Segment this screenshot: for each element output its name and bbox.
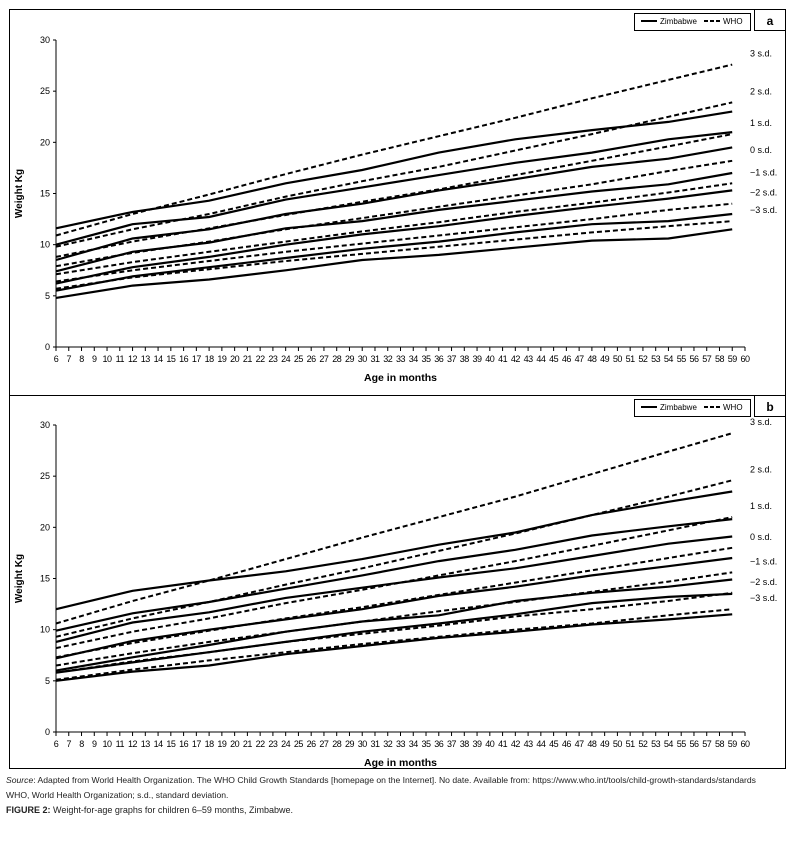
sd-label: 1 s.d.: [750, 118, 773, 129]
who-line: [56, 480, 732, 637]
x-tick-label: 25: [293, 739, 303, 749]
figure-caption: [6, 805, 791, 816]
x-tick-label: 59: [727, 739, 737, 749]
source-label: Source: [6, 775, 34, 785]
x-tick-label: 54: [663, 739, 673, 749]
x-tick-label: 48: [587, 739, 597, 749]
x-tick-label: 38: [459, 739, 469, 749]
x-tick-label: 8: [79, 739, 84, 749]
x-tick-label: 7: [66, 354, 72, 364]
x-tick-label: 56: [689, 739, 699, 749]
panel-frame: [10, 10, 786, 396]
x-tick-label: 11: [115, 354, 124, 364]
x-tick-label: 43: [523, 739, 533, 749]
x-tick-label: 48: [587, 354, 597, 364]
x-tick-label: 21: [242, 354, 252, 364]
x-tick-label: 49: [600, 739, 610, 749]
panel-letter: b: [766, 400, 774, 414]
x-tick-label: 22: [255, 354, 265, 364]
x-tick-label: 57: [702, 739, 712, 749]
x-tick-label: 30: [357, 354, 367, 364]
sd-label: 3 s.d.: [750, 48, 773, 59]
x-tick-label: 54: [663, 354, 673, 364]
x-tick-label: 15: [166, 354, 176, 364]
x-tick-label: 18: [204, 354, 214, 364]
sd-label: −3 s.d.: [750, 205, 778, 216]
x-tick-label: 31: [370, 739, 380, 749]
sd-label: −2 s.d.: [750, 187, 778, 198]
source-note: [6, 775, 791, 786]
x-tick-label: 38: [459, 354, 469, 364]
y-tick-label: 20: [39, 137, 50, 148]
x-tick-label: 9: [92, 739, 97, 749]
x-tick-label: 20: [230, 739, 240, 749]
x-tick-label: 40: [485, 354, 495, 364]
zimbabwe-line: [56, 214, 732, 291]
x-tick-label: 28: [332, 354, 342, 364]
x-tick-label: 34: [408, 354, 418, 364]
y-tick-label: 0: [44, 727, 50, 737]
x-tick-label: 6: [53, 354, 59, 364]
x-tick-label: 31: [370, 354, 380, 364]
x-tick-label: 13: [140, 739, 150, 749]
x-tick-label: 45: [549, 354, 559, 364]
x-tick-label: 24: [281, 739, 291, 749]
x-tick-label: 16: [179, 354, 189, 364]
zimbabwe-line: [56, 112, 732, 229]
x-tick-label: 39: [472, 739, 482, 749]
y-tick-label: 5: [44, 290, 50, 301]
x-tick-label: 36: [434, 739, 444, 749]
sd-label: 3 s.d.: [750, 417, 773, 428]
who-line: [56, 65, 732, 236]
legend-label: Zimbabwe: [660, 403, 697, 412]
x-tick-label: 33: [395, 354, 406, 364]
y-tick-label: 15: [39, 188, 50, 199]
y-tick-label: 5: [44, 675, 50, 686]
sd-label: 0 s.d.: [750, 144, 773, 155]
x-tick-label: 12: [128, 739, 138, 749]
sd-label: 1 s.d.: [750, 501, 773, 512]
sd-label: −2 s.d.: [750, 576, 778, 587]
chart-panel-b: [10, 396, 786, 770]
x-tick-label: 47: [574, 354, 584, 364]
x-tick-label: 26: [306, 354, 316, 364]
x-tick-label: 41: [498, 739, 508, 749]
x-tick-label: 53: [651, 354, 661, 364]
x-tick-label: 50: [612, 354, 622, 364]
x-tick-label: 44: [536, 739, 546, 749]
figure-caption-text: Weight-for-age graphs for children 6–59 months, Zimbabwe.: [50, 805, 293, 815]
x-tick-label: 60: [740, 354, 750, 364]
x-tick-label: 12: [128, 354, 138, 364]
x-tick-label: 57: [702, 354, 712, 364]
x-tick-label: 14: [153, 739, 163, 749]
x-tick-label: 41: [498, 354, 508, 364]
y-tick-label: 10: [39, 624, 50, 635]
y-tick-label: 25: [39, 471, 50, 482]
x-tick-label: 22: [255, 739, 265, 749]
figure-caption-block: [6, 775, 791, 820]
x-tick-label: 55: [676, 739, 686, 749]
legend-label: Zimbabwe: [660, 17, 697, 26]
chart-panel-a: [10, 10, 786, 396]
x-tick-label: 37: [447, 354, 457, 364]
x-tick-label: 9: [92, 354, 97, 364]
legend-label: WHO: [723, 403, 743, 412]
x-tick-label: 35: [421, 739, 431, 749]
zimbabwe-line: [56, 580, 732, 671]
sd-label: 2 s.d.: [750, 464, 773, 475]
x-axis-label: Age in months: [364, 757, 437, 769]
x-tick-label: 55: [676, 354, 686, 364]
x-tick-label: 52: [638, 739, 648, 749]
x-axis-label: Age in months: [364, 372, 437, 384]
sd-label: 0 s.d.: [750, 531, 773, 542]
x-tick-label: 8: [79, 354, 84, 364]
x-tick-label: 50: [612, 739, 622, 749]
x-tick-label: 40: [485, 739, 495, 749]
x-tick-label: 23: [268, 739, 278, 749]
x-tick-label: 29: [344, 354, 354, 364]
x-tick-label: 44: [536, 354, 546, 364]
y-tick-label: 15: [39, 573, 50, 584]
x-tick-label: 51: [625, 739, 635, 749]
x-tick-label: 30: [357, 739, 367, 749]
x-tick-label: 26: [306, 739, 316, 749]
x-tick-label: 60: [740, 739, 750, 749]
x-tick-label: 42: [510, 354, 520, 364]
x-tick-label: 16: [179, 739, 189, 749]
x-tick-label: 24: [281, 354, 291, 364]
x-tick-label: 19: [217, 739, 227, 749]
x-tick-label: 37: [447, 739, 457, 749]
x-tick-label: 17: [191, 739, 201, 749]
x-tick-label: 7: [66, 739, 72, 749]
who-line: [56, 102, 732, 246]
x-tick-label: 29: [344, 739, 354, 749]
x-tick-label: 56: [689, 354, 699, 364]
x-tick-label: 35: [421, 354, 431, 364]
sd-label: −3 s.d.: [750, 593, 778, 604]
x-tick-label: 42: [510, 739, 520, 749]
x-tick-label: 39: [472, 354, 482, 364]
x-tick-label: 36: [434, 354, 444, 364]
y-tick-label: 25: [39, 86, 50, 97]
y-tick-label: 30: [39, 35, 50, 45]
x-tick-label: 23: [268, 354, 278, 364]
x-tick-label: 32: [383, 739, 393, 749]
x-tick-label: 14: [153, 354, 163, 364]
y-axis-label: Weight Kg: [14, 553, 25, 604]
y-axis-label: Weight Kg: [14, 168, 25, 219]
x-tick-label: 15: [166, 739, 176, 749]
x-tick-label: 20: [230, 354, 240, 364]
x-tick-label: 43: [523, 354, 533, 364]
x-tick-label: 21: [242, 739, 252, 749]
who-line: [56, 433, 732, 623]
x-tick-label: 28: [332, 739, 342, 749]
y-tick-label: 30: [39, 420, 50, 430]
x-tick-label: 51: [625, 354, 635, 364]
zimbabwe-line: [56, 190, 732, 283]
y-tick-label: 20: [39, 522, 50, 533]
sd-label: −1 s.d.: [750, 167, 778, 178]
x-tick-label: 58: [714, 354, 724, 364]
zimbabwe-line: [56, 614, 732, 681]
x-tick-label: 49: [600, 354, 610, 364]
x-tick-label: 11: [115, 739, 124, 749]
x-tick-label: 53: [651, 739, 661, 749]
x-tick-label: 52: [638, 354, 648, 364]
x-tick-label: 17: [191, 354, 201, 364]
x-tick-label: 6: [53, 739, 59, 749]
x-tick-label: 34: [408, 739, 418, 749]
x-tick-label: 27: [319, 354, 329, 364]
panel-letter: a: [766, 14, 774, 28]
x-tick-label: 46: [561, 739, 571, 749]
x-tick-label: 33: [395, 739, 406, 749]
figure-caption-label: FIGURE 2:: [6, 805, 51, 815]
x-tick-label: 47: [574, 739, 584, 749]
x-tick-label: 19: [217, 354, 227, 364]
source-text: : Adapted from World Health Organization. The WHO Child Growth Standards [homepage on the Internet]. No date. Available from: https://www.who.int/tools/child-growth-standards/standards: [33, 775, 756, 785]
x-tick-label: 10: [102, 739, 112, 749]
abbreviations-note: WHO, World Health Organization; s.d., standard deviation.: [6, 790, 229, 800]
x-tick-label: 58: [714, 739, 724, 749]
x-tick-label: 59: [727, 354, 737, 364]
x-tick-label: 27: [319, 739, 329, 749]
x-tick-label: 46: [561, 354, 571, 364]
x-tick-label: 13: [140, 354, 150, 364]
x-tick-label: 18: [204, 739, 214, 749]
legend-label: WHO: [723, 17, 743, 26]
zimbabwe-line: [56, 519, 732, 631]
y-tick-label: 0: [44, 342, 50, 352]
x-tick-label: 32: [383, 354, 393, 364]
x-tick-label: 45: [549, 739, 559, 749]
x-tick-label: 10: [102, 354, 112, 364]
sd-label: −1 s.d.: [750, 556, 778, 567]
sd-label: 2 s.d.: [750, 86, 773, 97]
x-tick-label: 25: [293, 354, 303, 364]
y-tick-label: 10: [39, 239, 50, 250]
